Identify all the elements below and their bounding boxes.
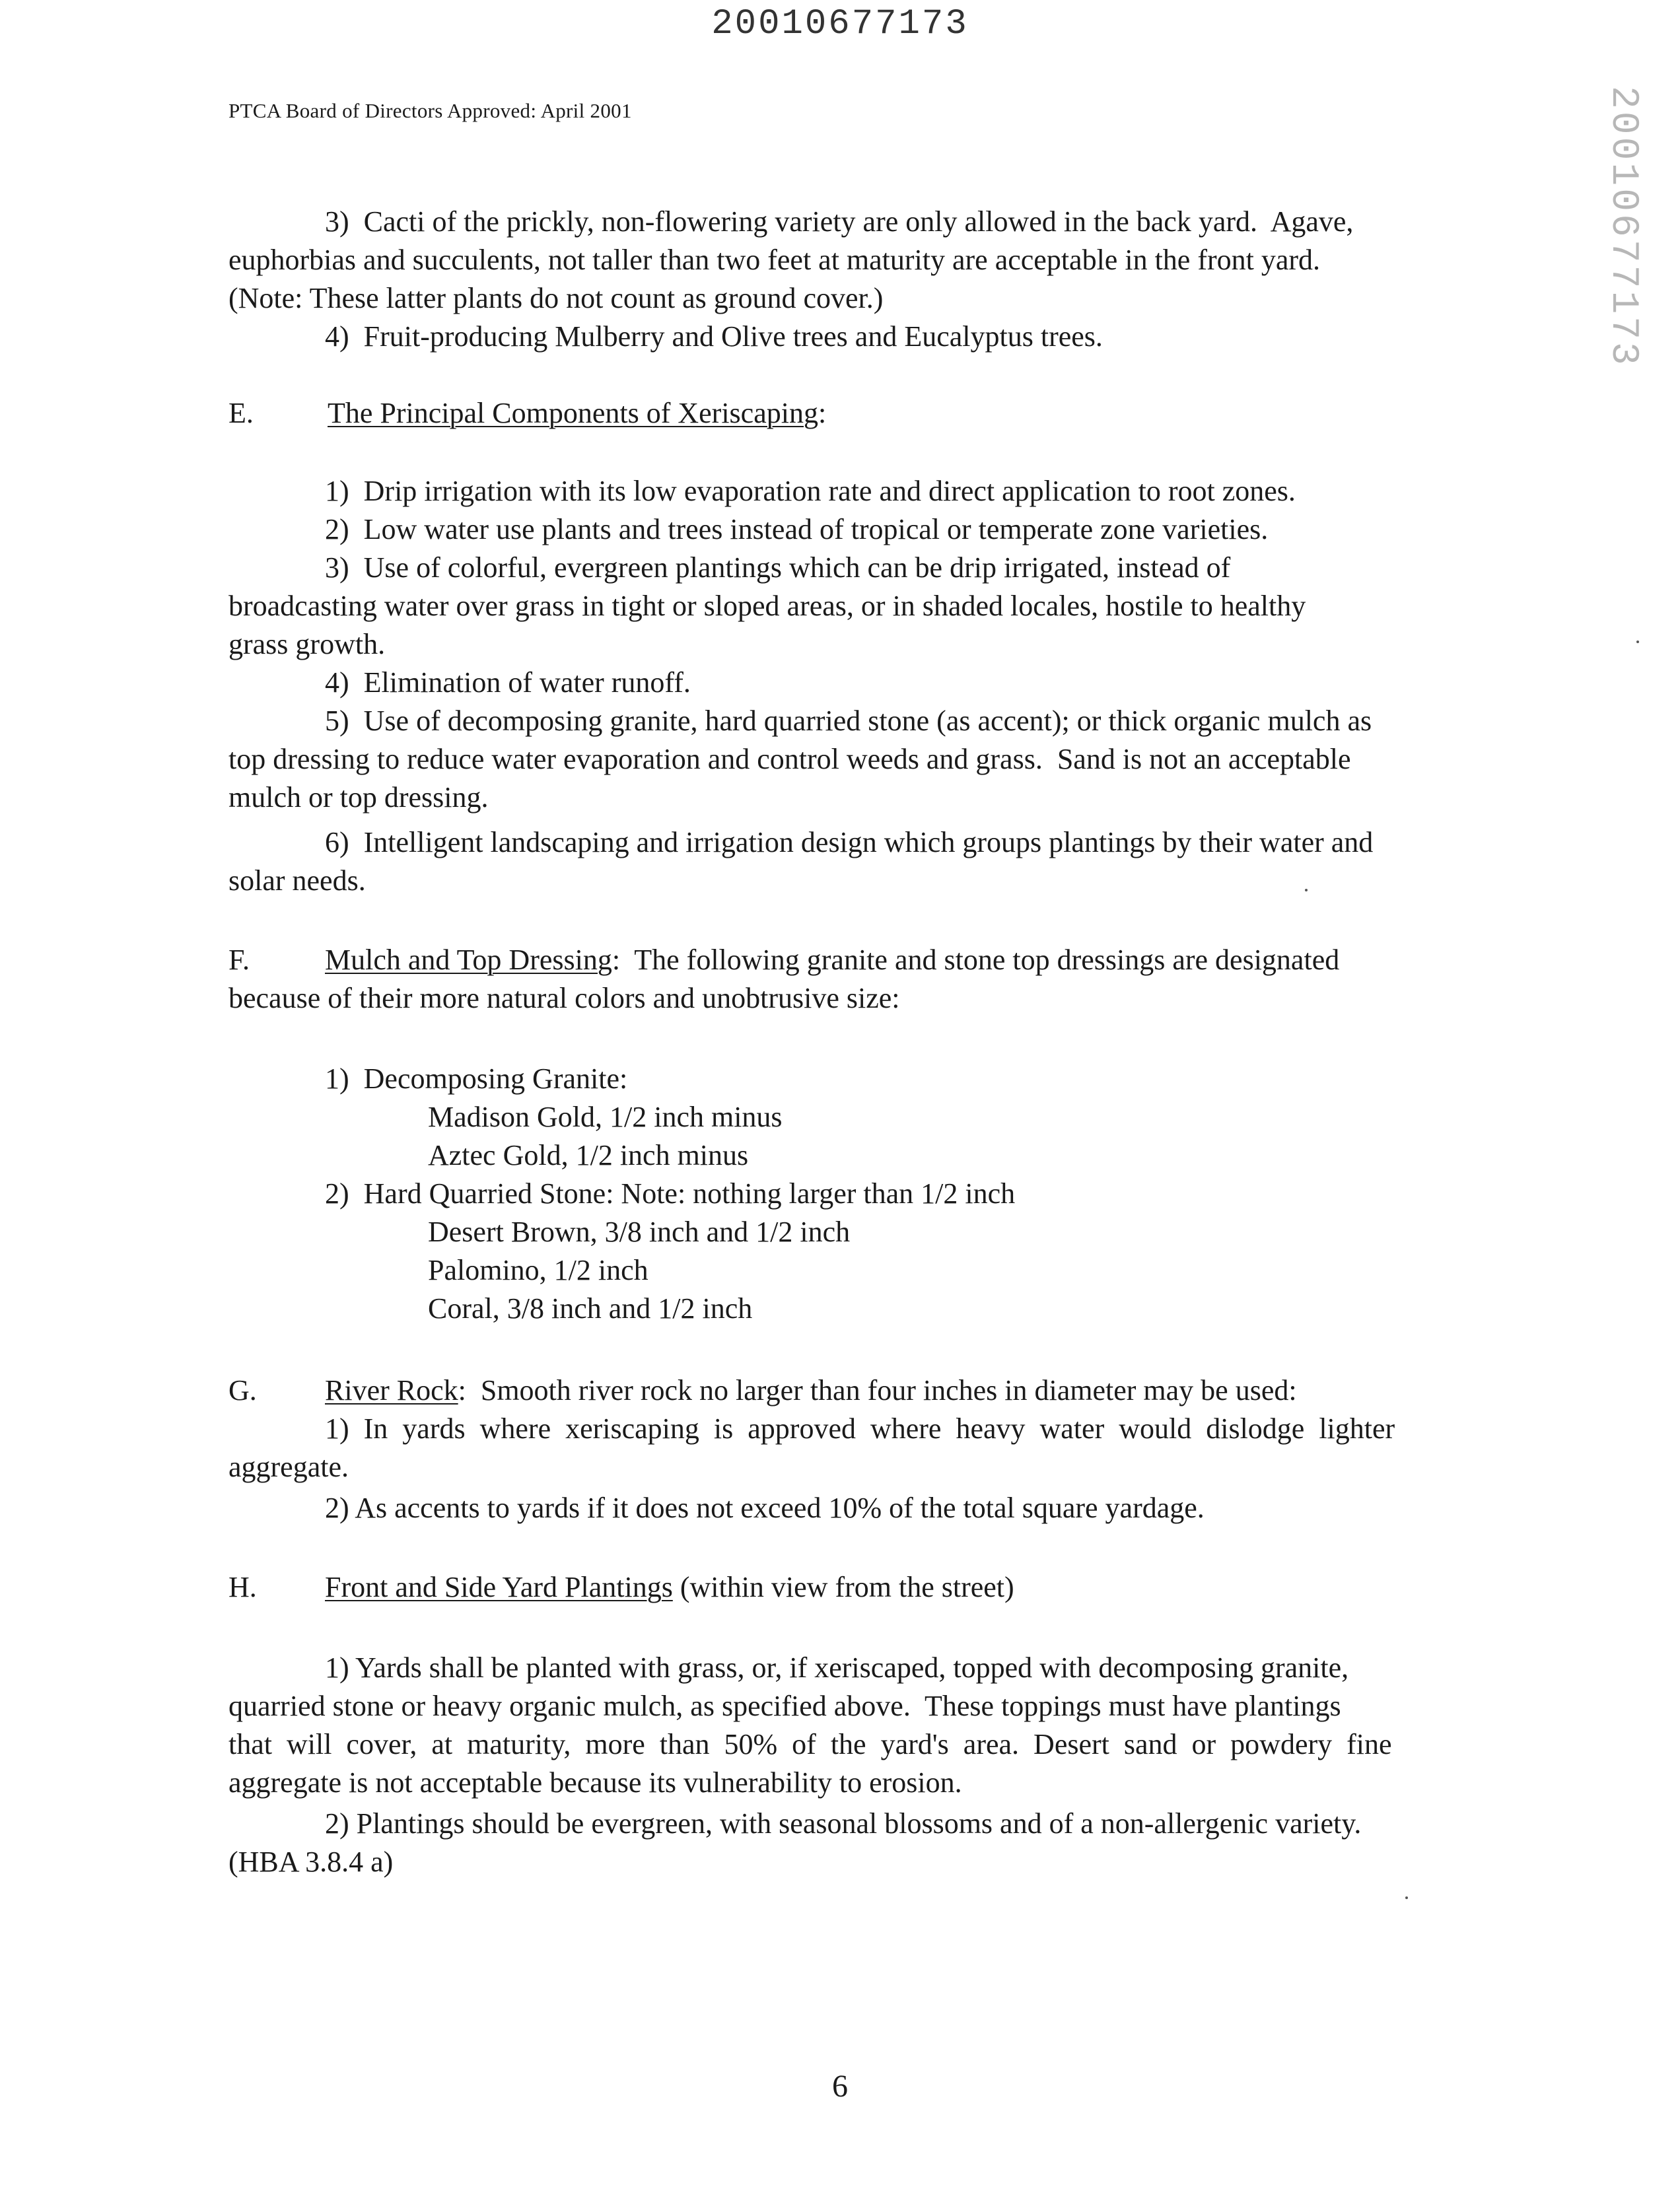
item-e3-line1: 3) Use of colorful, evergreen plantings which can be drip irrigated, instead of (325, 551, 1231, 584)
item-h1-line1: 1) Yards shall be planted with grass, or, if xeriscaped, topped with decomposing granite, (325, 1651, 1349, 1684)
item-e1: 1) Drip irrigation with its low evaporation rate and direct application to root zones. (325, 475, 1296, 507)
item-d3-line3: (Note: These latter plants do not count as ground cover.) (228, 282, 884, 314)
item-h1-line3: that will cover, at maturity, more than 50% of the yard's area. Desert sand or powdery fine (228, 1728, 1392, 1760)
section-f-title: Mulch and Top Dressing (325, 944, 612, 976)
section-f-heading (325, 946, 1339, 975)
scan-speck (1305, 889, 1308, 891)
page-header: PTCA Board of Directors Approved: April 2001 (228, 99, 632, 122)
item-f2-coral: Coral, 3/8 inch and 1/2 inch (428, 1292, 753, 1325)
margin-stamp: 20010677173 (1601, 86, 1644, 368)
item-e6-line1: 6) Intelligent landscaping and irrigation design which groups plantings by their water and (325, 826, 1374, 858)
section-h-heading (325, 1573, 1014, 1602)
section-e-letter: E. (228, 397, 254, 429)
item-e5-line2: top dressing to reduce water evaporation and control weeds and grass. Sand is not an acceptable (228, 743, 1351, 775)
item-f1-aztec-gold: Aztec Gold, 1/2 inch minus (428, 1139, 749, 1171)
section-g-heading (325, 1376, 1297, 1405)
section-f-intro: : The following granite and stone top dressings are designated (612, 944, 1340, 976)
item-h1-line4: aggregate is not acceptable because its vulnerability to erosion. (228, 1766, 962, 1799)
item-h2-line1: 2) Plantings should be evergreen, with seasonal blossoms and of a non-allergenic variety. (325, 1807, 1362, 1840)
item-e6-line2: solar needs. (228, 864, 366, 897)
section-h-letter: H. (228, 1571, 257, 1603)
item-g2: 2) As accents to yards if it does not exceed 10% of the total square yardage. (325, 1492, 1205, 1524)
item-f2: 2) Hard Quarried Stone: Note: nothing larger than 1/2 inch (325, 1177, 1016, 1210)
item-e5-line3: mulch or top dressing. (228, 781, 489, 814)
item-f2-palomino: Palomino, 1/2 inch (428, 1254, 648, 1286)
item-f2-desert-brown: Desert Brown, 3/8 inch and 1/2 inch (428, 1216, 851, 1248)
section-g-intro: : Smooth river rock no larger than four inches in diameter may be used: (458, 1374, 1297, 1406)
item-e3-line3: grass growth. (228, 628, 386, 660)
item-g1-line1: 1) In yards where xeriscaping is approved where heavy water would dislodge lighter (325, 1412, 1395, 1445)
section-f-letter: F. (228, 944, 250, 976)
section-e-colon: : (818, 397, 827, 429)
document-id: 20010677173 (711, 4, 969, 44)
section-e-heading (328, 399, 826, 428)
item-f1: 1) Decomposing Granite: (325, 1062, 628, 1095)
item-d4: 4) Fruit-producing Mulberry and Olive trees and Eucalyptus trees. (325, 320, 1103, 353)
item-e4: 4) Elimination of water runoff. (325, 666, 691, 699)
item-h1-line2: quarried stone or heavy organic mulch, as specified above. These toppings must have plantings (228, 1690, 1341, 1722)
item-h2-line2: (HBA 3.8.4 a) (228, 1846, 394, 1878)
item-g1-line2: aggregate. (228, 1451, 349, 1483)
item-e2: 2) Low water use plants and trees instead of tropical or temperate zone varieties. (325, 513, 1269, 545)
item-e5-line1: 5) Use of decomposing granite, hard quarried stone (as accent); or thick organic mulch as (325, 705, 1372, 737)
section-h-intro: (within view from the street) (672, 1571, 1014, 1603)
section-g-title: River Rock (325, 1374, 458, 1406)
section-e-title: The Principal Components of Xeriscaping (328, 397, 818, 429)
item-f1-madison-gold: Madison Gold, 1/2 inch minus (428, 1101, 783, 1133)
page-number: 6 (832, 2069, 848, 2104)
item-d3-line1: 3) Cacti of the prickly, non-flowering variety are only allowed in the back yard. Agave, (325, 205, 1354, 238)
section-h-title: Front and Side Yard Plantings (325, 1571, 673, 1603)
item-e3-line2: broadcasting water over grass in tight or sloped areas, or in shaded locales, hostile to healthy (228, 590, 1306, 622)
item-d3-line2: euphorbias and succulents, not taller than two feet at maturity are acceptable in the front yard. (228, 244, 1321, 276)
section-f-line2: because of their more natural colors and unobtrusive size: (228, 982, 900, 1014)
scan-speck (1636, 641, 1639, 643)
scan-speck (1405, 1896, 1408, 1899)
section-g-letter: G. (228, 1374, 257, 1406)
